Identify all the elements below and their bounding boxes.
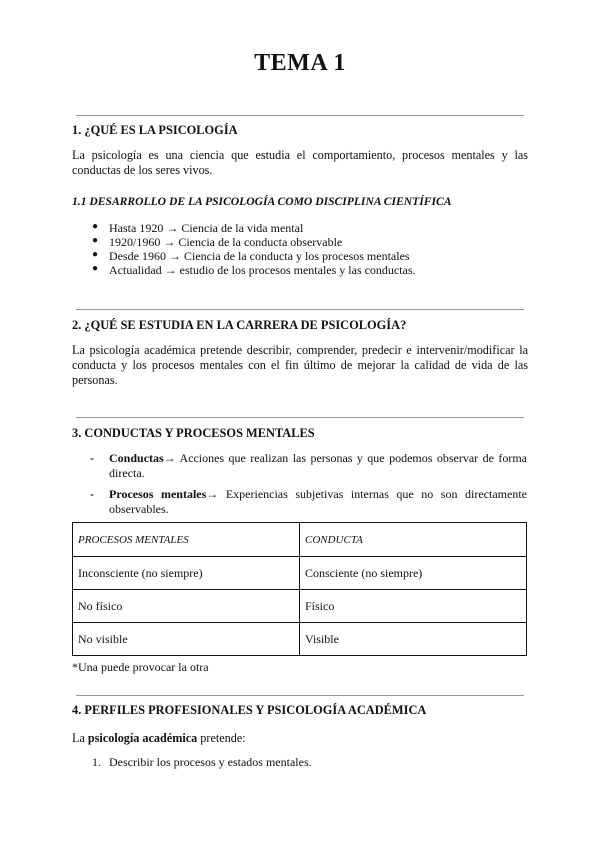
table-cell: No físico	[73, 590, 300, 623]
bullet-icon: ●	[92, 235, 99, 246]
dash-marker: -	[90, 487, 94, 501]
definition-text: Acciones que realizan las personas y que podemos observar de forma directa.	[109, 451, 527, 480]
page-title: TEMA 1	[254, 50, 346, 76]
definition-item	[90, 451, 527, 481]
list-number: 1.	[92, 755, 101, 769]
table-cell: Visible	[300, 623, 527, 656]
list-text: Describir los procesos y estados mentales.	[109, 755, 312, 769]
intro-bold: psicología académica	[87, 731, 198, 745]
table-header-cell: PROCESOS MENTALES	[73, 523, 300, 557]
bullet-icon: ●	[92, 263, 99, 274]
definition-text: Experiencias subjetivas internas que no son directamente observables.	[109, 487, 527, 516]
section-divider	[76, 417, 524, 418]
bullet-item	[92, 249, 410, 264]
table-header-cell: CONDUCTA	[300, 523, 527, 557]
table-row	[73, 557, 527, 590]
table-row	[73, 590, 527, 623]
bullet-text: Actualidad → estudio de los procesos mentales y las conductas.	[109, 263, 416, 277]
definition-item	[90, 487, 527, 517]
section-divider	[76, 695, 524, 696]
section-2-body: La psicología académica pretende describir, comprender, predecir e intervenir/modificar la conducta y los procesos mentales con el fin último de mejorar la calidad de vida de las personas.	[72, 343, 528, 387]
definition-term: Procesos mentales	[109, 487, 207, 501]
dash-marker: -	[90, 451, 94, 465]
section-2-heading: 2. ¿QUÉ SE ESTUDIA EN LA CARRERA DE PSICOLOGÍA?	[72, 318, 407, 332]
table-cell: Consciente (no siempre)	[300, 557, 527, 590]
numbered-list-item	[92, 755, 312, 770]
arrow-glyph: →	[206, 487, 219, 501]
table-row	[73, 623, 527, 656]
intro-suffix: pretende:	[197, 731, 246, 745]
table-footnote: *Una puede provocar la otra	[72, 660, 209, 674]
table-cell: Inconsciente (no siempre)	[73, 557, 300, 590]
section-1-heading: 1. ¿QUÉ ES LA PSICOLOGÍA	[72, 123, 238, 137]
section-1-body: La psicología es una ciencia que estudia el comportamiento, procesos mentales y las conductas de los seres vivos.	[72, 148, 528, 177]
section-1-subheading: 1.1 DESARROLLO DE LA PSICOLOGÍA COMO DISCIPLINA CIENTÍFICA	[72, 195, 452, 208]
bullet-text: 1920/1960 → Ciencia de la conducta observable	[109, 235, 343, 249]
section-divider	[76, 309, 524, 310]
table-cell: Físico	[300, 590, 527, 623]
comparison-table	[72, 522, 527, 656]
intro-prefix: La	[72, 731, 88, 745]
table-cell: No visible	[73, 623, 300, 656]
bullet-icon: ●	[92, 249, 99, 260]
bullet-text: Hasta 1920 → Ciencia de la vida mental	[109, 221, 304, 235]
table-header-row	[73, 523, 527, 557]
bullet-text: Desde 1960 → Ciencia de la conducta y los procesos mentales	[109, 249, 410, 263]
definition-term: Conductas	[109, 451, 164, 465]
bullet-icon: ●	[92, 221, 99, 232]
section-4-intro	[72, 731, 528, 746]
bullet-item	[92, 235, 343, 250]
section-4-heading: 4. PERFILES PROFESIONALES Y PSICOLOGÍA ACADÉMICA	[72, 703, 427, 717]
section-divider	[76, 115, 524, 116]
arrow-glyph: →	[163, 451, 176, 465]
bullet-item	[92, 221, 304, 236]
bullet-item	[92, 263, 416, 278]
section-3-heading: 3. CONDUCTAS Y PROCESOS MENTALES	[72, 426, 315, 440]
